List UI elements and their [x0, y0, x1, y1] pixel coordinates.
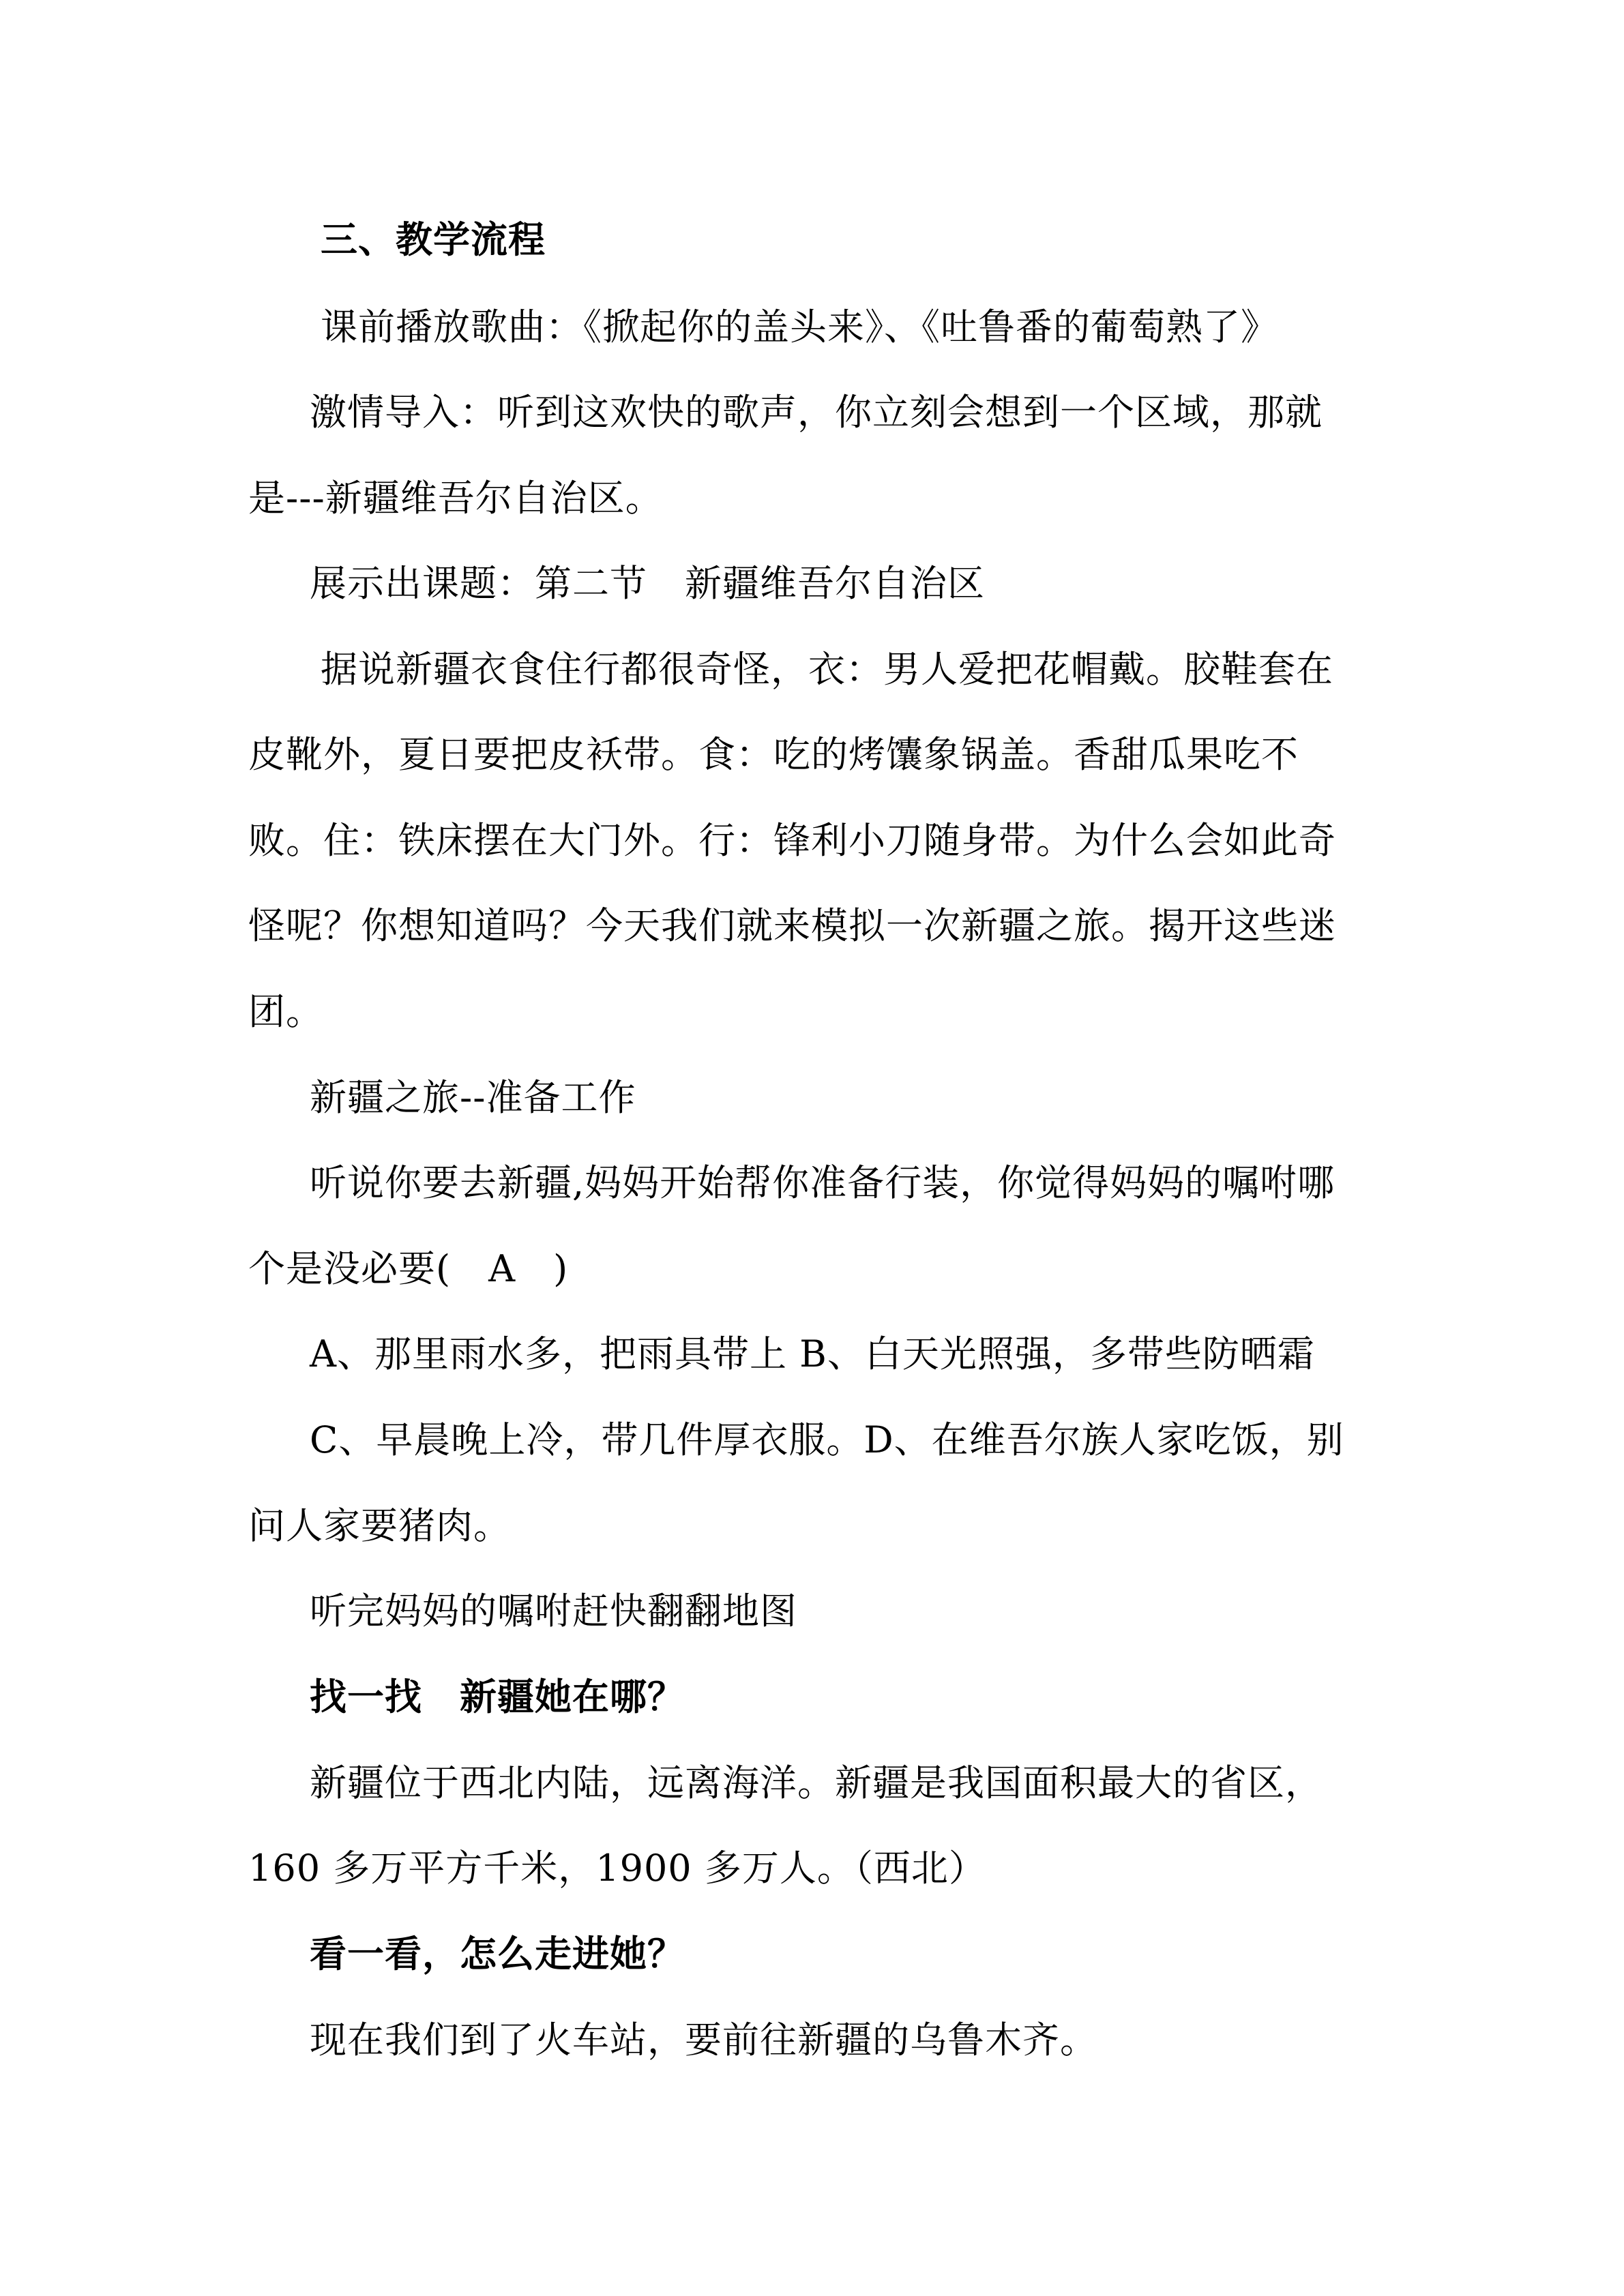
look-heading: 看一看，怎么走进她？ [310, 1933, 685, 1976]
map-instruction: 听完妈妈的嘱咐赶快翻翻地图 [310, 1590, 797, 1632]
options-c-d-line-2: 问人家要猪肉。 [248, 1504, 511, 1547]
paragraph-line-3: 败。住：铁床摆在大门外。行：锋利小刀随身带。为什么会如此奇 [248, 819, 1336, 862]
preparation-title: 新疆之旅--准备工作 [310, 1076, 636, 1119]
paragraph-line-5: 团。 [248, 990, 323, 1033]
intro-line-2: 是---新疆维吾尔自治区。 [248, 477, 663, 520]
options-c-d-line-1: C、早晨晚上冷，带几件厚衣服。D、在维吾尔族人家吃饭，别 [310, 1418, 1344, 1461]
intro-line-1: 激情导入：听到这欢快的歌声，你立刻会想到一个区域，那就 [310, 391, 1323, 434]
lesson-topic: 展示出课题：第二节 新疆维吾尔自治区 [310, 562, 985, 605]
paragraph-line-1: 据说新疆衣食住行都很奇怪，衣：男人爱把花帽戴。胶鞋套在 [321, 648, 1333, 691]
question-line-1: 听说你要去新疆,妈妈开始帮你准备行装，你觉得妈妈的嘱咐哪 [310, 1161, 1335, 1204]
section-heading: 三、教学流程 [321, 218, 546, 261]
train-station-line: 现在我们到了火车站，要前往新疆的乌鲁木齐。 [310, 2018, 1097, 2061]
location-line-1: 新疆位于西北内陆，远离海洋。新疆是我国面积最大的省区， [310, 1761, 1323, 1804]
options-a-b: A、那里雨水多，把雨具带上 B、白天光照强，多带些防晒霜 [310, 1332, 1315, 1375]
find-heading: 找一找 新疆她在哪？ [310, 1675, 685, 1718]
pre-class-songs: 课前播放歌曲：《掀起你的盖头来》、《吐鲁番的葡萄熟了》 [321, 305, 1278, 348]
location-line-2: 160 多万平方千米，1900 多万人。（西北） [248, 1847, 986, 1890]
question-line-2: 个是没必要( A ) [248, 1247, 569, 1290]
paragraph-line-2: 皮靴外，夏日要把皮袄带。食：吃的烤馕象锅盖。香甜瓜果吃不 [248, 733, 1299, 776]
paragraph-line-4: 怪呢？你想知道吗？今天我们就来模拟一次新疆之旅。揭开这些迷 [248, 904, 1336, 947]
